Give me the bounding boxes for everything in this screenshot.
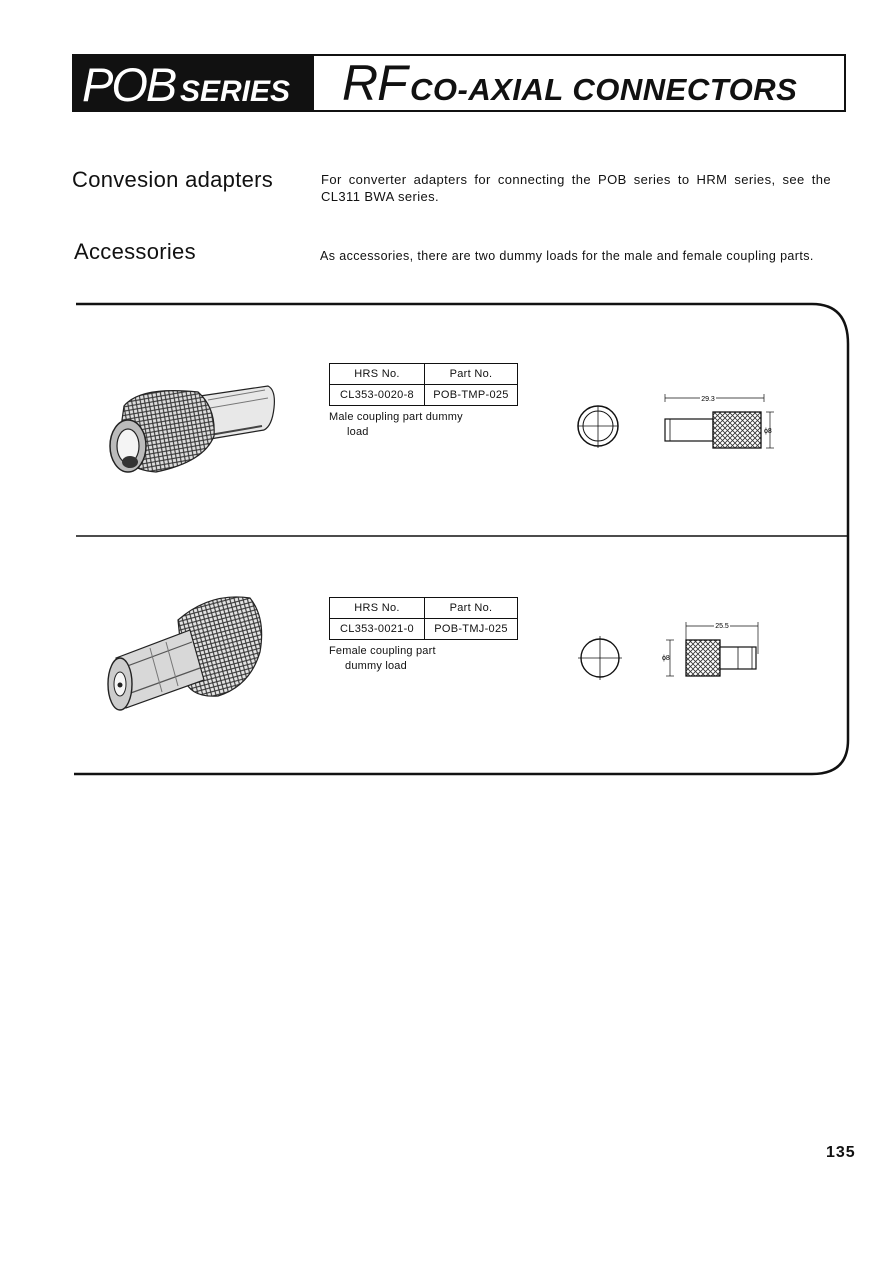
accessories-text: As accessories, there are two dummy loads for the male and female coupling parts.: [320, 249, 814, 263]
dim-length-label: 29.3: [701, 396, 715, 403]
page-number: 135: [826, 1144, 856, 1161]
male-front-view-drawing: [572, 402, 632, 454]
conversion-text-line2: CL311 BWA series.: [321, 189, 440, 204]
male-side-view-drawing: [660, 388, 780, 460]
desc-line: Female coupling part: [329, 645, 436, 657]
part-table-2: [329, 597, 518, 640]
hrs-no-cell: CL353-0020-8: [330, 385, 425, 406]
dim-length-label: 25.5: [715, 623, 729, 630]
conversion-text-line1: For converter adapters for connecting the POB series to HRM series, see the: [321, 172, 831, 187]
female-side-view-drawing: [658, 614, 768, 686]
dim-diameter-label: ϕ8: [662, 655, 670, 662]
series-word: SERIES: [180, 75, 291, 108]
desc-line: Male coupling part dummy: [329, 411, 463, 423]
col-part-no: Part No.: [425, 598, 518, 619]
rf-label: RF: [342, 55, 407, 111]
page-title: CO-AXIAL CONNECTORS: [410, 72, 798, 107]
part-no-cell: POB-TMP-025: [425, 385, 518, 406]
conversion-heading: Convesion adapters: [72, 167, 274, 192]
female-front-view-drawing: [574, 634, 626, 684]
part-no-cell: POB-TMJ-025: [425, 619, 518, 640]
dim-diameter-label: ϕ8: [764, 428, 772, 435]
product-2-description: [329, 644, 436, 674]
desc-line: load: [347, 426, 369, 438]
part-table-1: [329, 363, 518, 406]
male-dummy-load-photo: [100, 368, 280, 488]
series-prefix: POB: [82, 58, 176, 111]
col-hrs-no: HRS No.: [330, 598, 425, 619]
col-part-no: Part No.: [425, 364, 518, 385]
product-1-description: [329, 410, 463, 440]
female-dummy-load-photo: [100, 590, 280, 720]
col-hrs-no: HRS No.: [330, 364, 425, 385]
desc-line: dummy load: [345, 660, 407, 672]
accessories-heading: Accessories: [74, 239, 196, 264]
hrs-no-cell: CL353-0021-0: [330, 619, 425, 640]
